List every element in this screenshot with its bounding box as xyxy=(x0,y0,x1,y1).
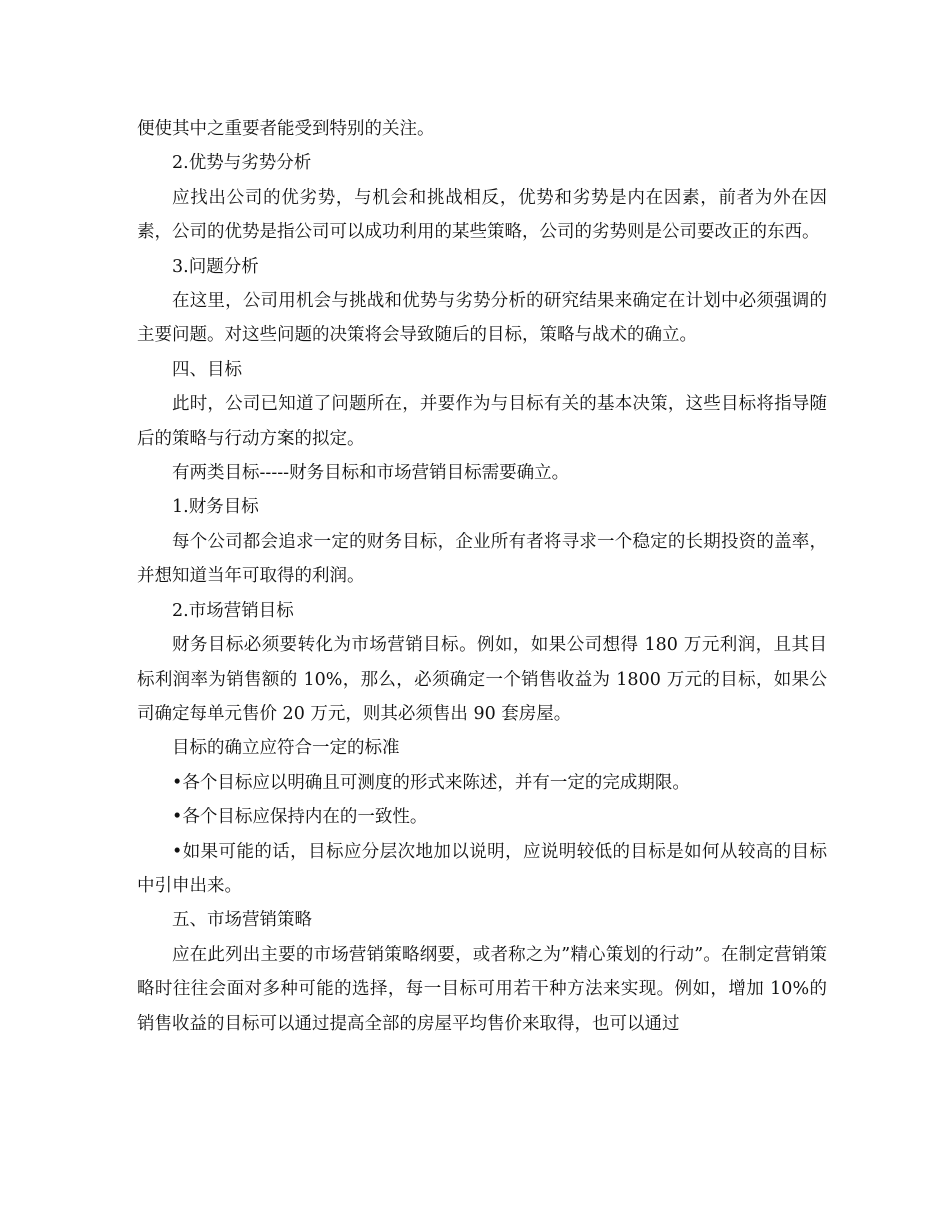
document-body xyxy=(137,112,827,1041)
section-heading: 2.市场营销目标 xyxy=(172,600,294,621)
section-heading: 3.问题分析 xyxy=(172,256,259,277)
bullet-item: •各个目标应以明确且可测度的形式来陈述，并有一定的完成期限。 xyxy=(172,772,690,793)
paragraph: 应找出公司的优劣势，与机会和挑战相反，优势和劣势是内在因素，前者为外在因素，公司的优势是指公司可以成功利用的某些策略，公司的劣势则是公司要改正的东西。 xyxy=(137,187,827,243)
paragraph: 有两类目标-----财务目标和市场营销目标需要确立。 xyxy=(172,463,570,484)
chapter-heading: 四、目标 xyxy=(172,359,242,380)
paragraph: 财务目标必须要转化为市场营销目标。例如，如果公司想得 180 万元利润，且其目标利润率为销售额的 10%，那么，必须确定一个销售收益为 1800 万元的目标，如果公司确定每单元售价 20 万元，则其必须售出 90 套房屋。 xyxy=(137,635,827,724)
section-heading: 1.财务目标 xyxy=(172,497,259,518)
paragraph: 此时，公司已知道了问题所在，并要作为与目标有关的基本决策，这些目标将指导随后的策略与行动方案的拟定。 xyxy=(137,394,827,449)
paragraph: 便使其中之重要者能受到特别的关注。 xyxy=(137,119,435,139)
chapter-heading: 五、市场营销策略 xyxy=(172,910,312,931)
bullet-item: •如果可能的话，目标应分层次地加以说明，应说明较低的目标是如何从较高的目标中引申出来。 xyxy=(137,841,827,896)
paragraph: 每个公司都会追求一定的财务目标，企业所有者将寻求一个稳定的长期投资的盖率，并想知道当年可取得的利润。 xyxy=(137,531,827,587)
paragraph: 目标的确立应符合一定的标准 xyxy=(172,738,400,759)
paragraph: 应在此列出主要的市场营销策略纲要，或者称之为”精心策划的行动”。在制定营销策略时往往会面对多种可能的选择，每一目标可用若干种方法来实现。例如，增加 10%的销售收益的目标可以通过提高全部的房屋平均售价来取得，也可以通过 xyxy=(137,944,827,1034)
paragraph: 在这里，公司用机会与挑战和优势与劣势分析的研究结果来确定在计划中必须强调的主要问题。对这些问题的决策将会导致随后的目标，策略与战术的确立。 xyxy=(137,291,827,346)
bullet-item: •各个目标应保持内在的一致性。 xyxy=(172,807,428,828)
section-heading: 2.优势与劣势分析 xyxy=(172,153,312,174)
